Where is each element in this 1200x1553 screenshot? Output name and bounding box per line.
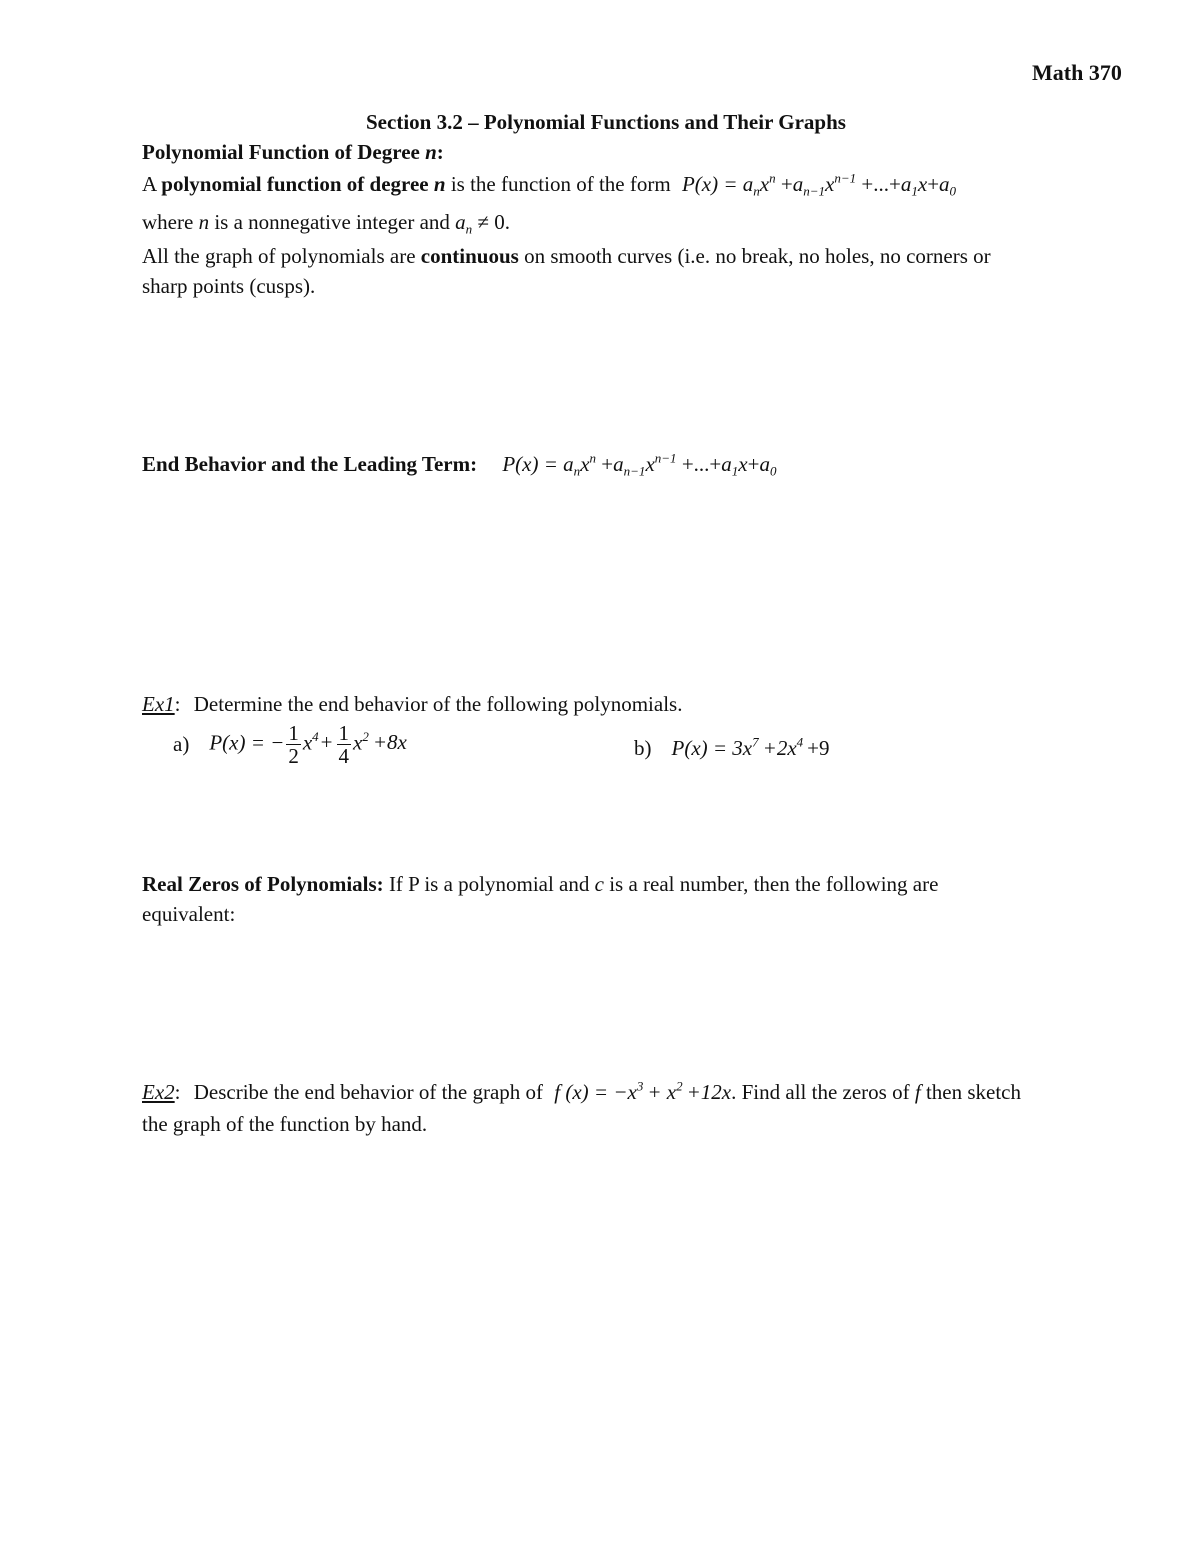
real-zeros-line-2: equivalent: [142, 902, 236, 926]
ex1-a-frac-2-num: 1 [338, 721, 349, 745]
formula-t2: a [792, 172, 804, 196]
definition-heading-var: n [425, 140, 437, 164]
where-prefix: where [142, 210, 194, 234]
formula-t2-sup: n−1 [834, 170, 857, 186]
formula-t2-sub: n−1 [803, 183, 826, 199]
ex2-f-lhs: f (x) = −x [554, 1080, 637, 1104]
definition-intro-var: n [433, 172, 446, 196]
eb-dots: +...+ [681, 452, 722, 476]
formula-t3-sub: 1 [911, 183, 918, 199]
definition-where-line [142, 210, 510, 235]
ex1-b-mid: +2x [762, 736, 797, 760]
where-mid: is a nonnegative integer and [214, 210, 450, 234]
definition-heading [142, 140, 444, 165]
ex1-a-formula [209, 722, 407, 767]
ex1-a-term2-x: x [353, 730, 363, 755]
ex1-a-frac-2-den: 4 [338, 744, 349, 769]
formula-t1: a [742, 172, 754, 196]
eb-t3-sub: 1 [731, 463, 739, 479]
ex1-a-frac-2 [337, 722, 352, 767]
formula-t1-sup: n [769, 170, 776, 186]
where-var: n [198, 210, 210, 234]
ex1-b-sup-1: 7 [752, 734, 759, 750]
ex1-b-tail: +9 [807, 736, 830, 760]
ex2-formula [554, 1080, 731, 1104]
ex2-colon: : [174, 1080, 181, 1104]
eb-t3-x: x [738, 452, 748, 476]
continuity-line-1 [142, 244, 991, 269]
ex1-label: Ex1 [142, 692, 175, 716]
ex1-a-term1-sup: 4 [312, 728, 319, 744]
course-header: Math 370 [1032, 60, 1122, 85]
cond-sub: n [465, 221, 473, 237]
eb-t2-x: x [645, 452, 655, 476]
formula-dots: +...+ [861, 172, 901, 196]
eb-t1-sup: n [589, 450, 597, 466]
end-behavior-heading: End Behavior and the Leading Term: [142, 452, 478, 476]
formula-t3: a [900, 172, 912, 196]
eb-t2-sup: n−1 [654, 450, 677, 466]
ex1-b-label: b) [634, 736, 652, 760]
ex2-mid: + x [647, 1080, 677, 1104]
ex1-a-plus: + [320, 730, 333, 755]
ex1-a-label: a) [173, 732, 190, 757]
ex1-prompt: Determine the end behavior of the following polynomials. [193, 692, 683, 716]
ex2-text-b: . Find all the zeros of [731, 1080, 910, 1104]
formula-t2-x: x [825, 172, 835, 196]
eb-t1-sub: n [573, 463, 581, 479]
eb-formula-lhs: P(x) = [502, 452, 558, 476]
eb-t3: a [721, 452, 732, 476]
formula-plus: + [780, 172, 793, 196]
ex2-line-1 [142, 1080, 1021, 1105]
ex1-part-b [634, 736, 830, 761]
end-behavior-line [142, 452, 776, 477]
continuity-bold: continuous [420, 244, 519, 268]
ex1-part-a [173, 722, 407, 767]
ex2-sup-1: 3 [636, 1078, 644, 1094]
continuity-text-a: All the graph of polynomials are [142, 244, 416, 268]
definition-line [142, 172, 956, 197]
ex2-line-2: the graph of the function by hand. [142, 1112, 428, 1136]
eb-t2-sub: n−1 [623, 463, 646, 479]
formula-t4: a [939, 172, 950, 196]
real-zeros-text-b: is a real number, then the following are [609, 872, 939, 896]
cond-rest: ≠ 0 [477, 210, 505, 234]
ex1-a-term2-sup: 2 [362, 728, 369, 744]
formula-plus-2: + [927, 172, 940, 196]
definition-heading-text: Polynomial Function of Degree [142, 140, 420, 164]
definition-intro-rest: is the function of the form [450, 172, 671, 196]
continuity-text-b: on smooth curves (i.e. no break, no holes, no corners or [524, 244, 991, 268]
eb-t4: a [759, 452, 770, 476]
ex1-b-lhs: P(x) = 3x [671, 736, 753, 760]
ex1-b-formula [672, 736, 830, 760]
cond-a: a [455, 210, 466, 234]
ex1-a-frac-1-num: 1 [288, 721, 299, 745]
ex1-a-frac-1-den: 2 [288, 744, 299, 769]
formula-lhs: P(x) = [681, 172, 738, 196]
definition-formula [681, 170, 957, 199]
definition-intro-a: A [142, 172, 157, 196]
ex2-tail: +12x [686, 1080, 732, 1104]
real-zeros-var: c [594, 872, 604, 896]
ex1-prompt-line [142, 692, 682, 717]
ex2-sup-2: 2 [676, 1078, 683, 1094]
eb-t1: a [563, 452, 574, 476]
ex2-label: Ex2 [142, 1080, 175, 1104]
ex2-text-a: Describe the end behavior of the graph of [193, 1080, 544, 1104]
ex1-a-tail: +8x [372, 730, 407, 755]
formula-t4-sub: 0 [949, 183, 957, 199]
ex2-f-var: f [914, 1080, 921, 1104]
formula-t1-sub: n [753, 183, 760, 199]
ex1-a-lhs: P(x) = − [209, 730, 285, 755]
definition-intro-bold: polynomial function of degree [161, 172, 429, 196]
definition-heading-colon: : [436, 140, 444, 164]
ex2-text-c: then sketch [925, 1080, 1021, 1104]
ex1-a-term1-x: x [302, 730, 313, 755]
section-title: Section 3.2 – Polynomial Functions and Their Graphs [366, 110, 846, 134]
ex1-b-sup-2: 4 [796, 734, 804, 750]
ex1-colon: : [174, 692, 181, 716]
continuity-line-2: sharp points (cusps). [142, 274, 316, 298]
where-condition [455, 210, 505, 237]
real-zeros-text-a: If P is a polynomial and [388, 872, 590, 896]
ex1-a-frac-1 [286, 722, 301, 767]
real-zeros-line-1 [142, 872, 938, 897]
eb-plus: + [601, 452, 614, 476]
eb-plus-2: + [747, 452, 760, 476]
eb-t4-sub: 0 [769, 463, 777, 479]
cond-period: . [504, 210, 510, 234]
eb-t2: a [613, 452, 624, 476]
formula-t1-x: x [759, 172, 770, 196]
eb-t1-x: x [580, 452, 590, 476]
formula-t3-x: x [917, 172, 928, 196]
real-zeros-heading: Real Zeros of Polynomials: [142, 872, 384, 896]
end-behavior-formula [502, 450, 777, 479]
